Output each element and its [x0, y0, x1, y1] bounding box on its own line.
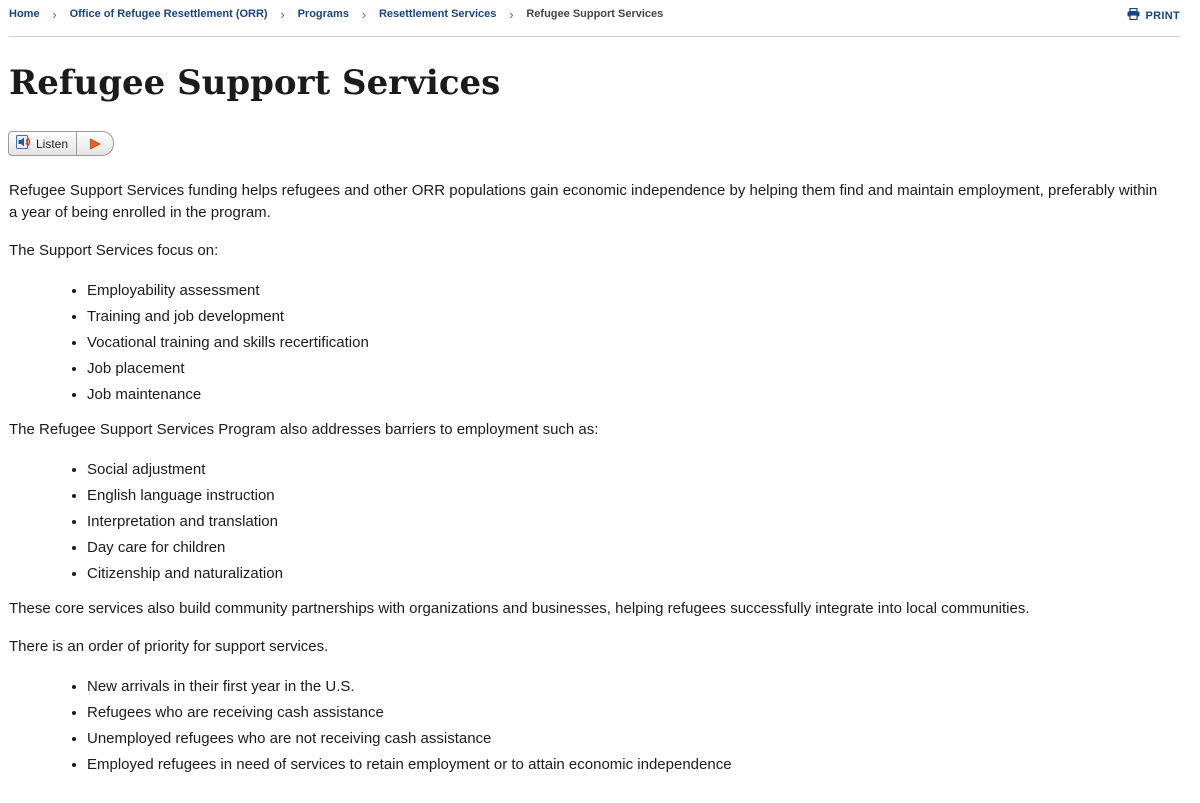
barriers-lead: The Refugee Support Services Program also addresses barriers to employment such as:	[9, 421, 599, 438]
list-item: • Social adjustment	[87, 457, 1159, 483]
list-item: • Day care for children	[87, 535, 1159, 561]
breadcrumb-home[interactable]: Home	[9, 8, 40, 20]
printer-icon	[1127, 8, 1140, 23]
listen-button[interactable]	[8, 131, 114, 156]
list-item: • Training and job development	[87, 304, 1159, 330]
barriers-list	[9, 457, 1159, 587]
chevron-right-icon: ›	[509, 6, 514, 22]
focus-lead: The Support Services focus on:	[9, 242, 219, 259]
intro-paragraph: Refugee Support Services funding helps refugees and other ORR populations gain economic independence by helping them find and maintain employment, preferably within a year of being enrolled in the program.	[9, 182, 1158, 221]
list-item: • Citizenship and naturalization	[87, 561, 1159, 587]
list-item: • English language instruction	[87, 483, 1159, 509]
play-icon[interactable]	[77, 132, 113, 155]
list-item: • Unemployed refugees who are not receiving cash assistance	[87, 726, 1159, 752]
main-content	[9, 180, 1159, 778]
listen-control[interactable]	[9, 132, 77, 155]
print-label: PRINT	[1145, 9, 1180, 22]
breadcrumb-resettlement-services[interactable]: Resettlement Services	[378, 8, 497, 20]
breadcrumb-programs[interactable]: Programs	[297, 8, 349, 20]
priority-list	[9, 674, 1159, 778]
list-item: • Refugees who are receiving cash assistance	[87, 700, 1159, 726]
listen-label: Listen	[36, 136, 69, 151]
breadcrumb-current: Refugee Support Services	[526, 8, 664, 20]
list-item: • Job placement	[87, 356, 1159, 382]
focus-list	[9, 278, 1159, 408]
list-item: • Job maintenance	[87, 382, 1159, 408]
partnerships-paragraph: These core services also build community partnerships with organizations and businesses, helping refugees successfully integrate into local communities.	[9, 600, 1030, 617]
breadcrumb	[9, 8, 663, 20]
breadcrumb-orr[interactable]: Office of Refugee Resettlement (ORR)	[69, 8, 268, 20]
top-bar	[9, 0, 1180, 37]
page-title: Refugee Support Services	[9, 63, 501, 103]
chevron-right-icon: ›	[280, 6, 285, 22]
list-item: • Vocational training and skills recertification	[87, 330, 1159, 356]
list-item: • New arrivals in their first year in the U.S.	[87, 674, 1159, 700]
speaker-icon	[16, 135, 32, 152]
list-item: • Interpretation and translation	[87, 509, 1159, 535]
chevron-right-icon: ›	[361, 6, 367, 22]
print-button[interactable]	[1127, 8, 1181, 23]
list-item: • Employed refugees in need of services to retain employment or to attain economic independence	[87, 752, 1159, 778]
priority-lead: There is an order of priority for support services.	[9, 638, 329, 655]
list-item: • Employability assessment	[87, 278, 1159, 304]
chevron-right-icon: ›	[52, 6, 57, 22]
